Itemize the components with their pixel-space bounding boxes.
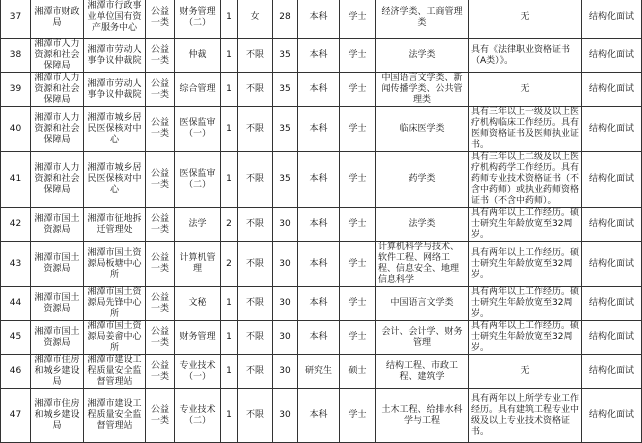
cell-org: 湘潭市城乡居民医保核对中心 [84, 152, 146, 208]
cell-unit: 湘潭市人力资源和社会保障局 [31, 152, 84, 208]
cell-age: 28 [273, 0, 298, 39]
cell-no: 43 [1, 242, 31, 287]
cell-gender: 不限 [238, 355, 273, 389]
cell-nature: 公益一类 [146, 152, 175, 208]
cell-count: 1 [221, 321, 238, 355]
cell-other: 具有两年以上工作经历。硕士研究生年龄放宽至32周岁。 [469, 208, 582, 242]
cell-nature: 公益一类 [146, 107, 175, 152]
cell-count: 1 [221, 355, 238, 389]
cell-count: 1 [221, 389, 238, 443]
table-body [1, 0, 642, 443]
cell-no: 46 [1, 355, 31, 389]
cell-major: 结构工程、市政工程、建筑学 [376, 355, 469, 389]
cell-edu: 本科 [298, 242, 340, 287]
cell-org: 湘潭市城乡居民医保核对中心 [84, 107, 146, 152]
cell-count: 1 [221, 287, 238, 321]
cell-count: 2 [221, 242, 238, 287]
cell-gender: 不限 [238, 287, 273, 321]
cell-count: 1 [221, 73, 238, 107]
cell-org: 湘潭市征地拆迁管理处 [84, 208, 146, 242]
cell-no: 41 [1, 152, 31, 208]
cell-degree: 学士 [340, 389, 376, 443]
cell-org: 湘潭市劳动人事争议仲裁院 [84, 39, 146, 73]
cell-no: 38 [1, 39, 31, 73]
cell-other: 具有两年以上所学专业工作经历。具有建筑工程专业中级及以上专业技术资格证书。 [469, 389, 582, 443]
cell-nature: 公益一类 [146, 389, 175, 443]
cell-unit: 湘潭市国土资源局 [31, 208, 84, 242]
table-row [1, 321, 642, 355]
cell-org: 湘潭市国土资源局姜畲中心所 [84, 321, 146, 355]
cell-other: 无 [469, 355, 582, 389]
cell-edu: 本科 [298, 389, 340, 443]
cell-no: 44 [1, 287, 31, 321]
cell-age: 35 [273, 152, 298, 208]
cell-post: 计算机管理 [175, 242, 221, 287]
cell-exam: 结构化面试 [582, 208, 642, 242]
cell-post: 文秘 [175, 287, 221, 321]
cell-degree: 学士 [340, 73, 376, 107]
cell-gender: 不限 [238, 73, 273, 107]
cell-unit: 湘潭市人力资源和社会保障局 [31, 39, 84, 73]
cell-nature: 公益一类 [146, 39, 175, 73]
cell-nature: 公益一类 [146, 242, 175, 287]
cell-post: 专业技术（二） [175, 389, 221, 443]
cell-nature: 公益一类 [146, 321, 175, 355]
cell-age: 30 [273, 321, 298, 355]
cell-degree: 硕士 [340, 355, 376, 389]
cell-exam: 结构化面试 [582, 107, 642, 152]
cell-org: 湘潭市国土资源局先锋中心所 [84, 287, 146, 321]
cell-age: 30 [273, 208, 298, 242]
table-row [1, 107, 642, 152]
cell-org: 湘潭市劳动人事争议仲裁院 [84, 73, 146, 107]
cell-exam: 结构化面试 [582, 355, 642, 389]
cell-gender: 不限 [238, 107, 273, 152]
cell-edu: 本科 [298, 39, 340, 73]
cell-nature: 公益一类 [146, 73, 175, 107]
cell-degree: 学士 [340, 107, 376, 152]
cell-post: 综合管理 [175, 73, 221, 107]
cell-gender: 不限 [238, 39, 273, 73]
cell-nature: 公益一类 [146, 287, 175, 321]
table-row [1, 389, 642, 443]
cell-major: 会计、会计学、财务管理 [376, 321, 469, 355]
cell-org: 湘潭市建设工程质量安全监督管理站 [84, 389, 146, 443]
cell-edu: 本科 [298, 0, 340, 39]
table-row [1, 355, 642, 389]
cell-no: 37 [1, 0, 31, 39]
cell-unit: 湘潭市人力资源和社会保障局 [31, 107, 84, 152]
cell-other: 具有两年以上工作经历。硕士研究生年龄放宽至32周岁。 [469, 287, 582, 321]
cell-unit: 湘潭市国土资源局 [31, 287, 84, 321]
cell-edu: 本科 [298, 73, 340, 107]
cell-nature: 公益一类 [146, 355, 175, 389]
cell-post: 医保监审（一） [175, 107, 221, 152]
cell-gender: 不限 [238, 389, 273, 443]
cell-unit: 湘潭市国土资源局 [31, 242, 84, 287]
cell-unit: 湘潭市国土资源局 [31, 321, 84, 355]
cell-age: 35 [273, 39, 298, 73]
cell-org: 湘潭市国土资源局板塘中心所 [84, 242, 146, 287]
cell-degree: 学士 [340, 208, 376, 242]
cell-edu: 本科 [298, 107, 340, 152]
cell-unit: 湘潭市住房和城乡建设局 [31, 355, 84, 389]
cell-unit: 湘潭市住房和城乡建设局 [31, 389, 84, 443]
cell-major: 中国语言文学类 [376, 287, 469, 321]
cell-age: 30 [273, 242, 298, 287]
table-row [1, 0, 642, 39]
cell-major: 中国语言文学类、新闻传播学类、公共管理类 [376, 73, 469, 107]
cell-degree: 学士 [340, 321, 376, 355]
cell-edu: 本科 [298, 208, 340, 242]
cell-edu: 本科 [298, 152, 340, 208]
cell-count: 1 [221, 152, 238, 208]
cell-exam: 结构化面试 [582, 39, 642, 73]
cell-major: 法学类 [376, 39, 469, 73]
cell-no: 47 [1, 389, 31, 443]
cell-degree: 学士 [340, 287, 376, 321]
cell-post: 财务管理（二） [175, 0, 221, 39]
cell-count: 2 [221, 208, 238, 242]
cell-gender: 不限 [238, 242, 273, 287]
cell-no: 39 [1, 73, 31, 107]
cell-exam: 结构化面试 [582, 389, 642, 443]
cell-count: 1 [221, 0, 238, 39]
cell-count: 1 [221, 39, 238, 73]
cell-exam: 结构化面试 [582, 242, 642, 287]
cell-age: 30 [273, 287, 298, 321]
cell-exam: 结构化面试 [582, 287, 642, 321]
cell-age: 35 [273, 107, 298, 152]
cell-unit: 湘潭市人力资源和社会保障局 [31, 73, 84, 107]
cell-exam: 结构化面试 [582, 321, 642, 355]
cell-exam: 结构化面试 [582, 0, 642, 39]
cell-org: 湘潭市建设工程质量安全监督管理站 [84, 355, 146, 389]
cell-major: 法学类 [376, 208, 469, 242]
cell-other: 具有《法律职业资格证书（A类）》。 [469, 39, 582, 73]
cell-post: 专业技术（一） [175, 355, 221, 389]
cell-count: 1 [221, 107, 238, 152]
cell-major: 药学类 [376, 152, 469, 208]
cell-nature: 公益一类 [146, 0, 175, 39]
cell-age: 30 [273, 355, 298, 389]
table-row [1, 39, 642, 73]
cell-post: 医保监审（二） [175, 152, 221, 208]
table-row [1, 242, 642, 287]
cell-gender: 不限 [238, 321, 273, 355]
cell-unit: 湘潭市财政局 [31, 0, 84, 39]
cell-post: 法学 [175, 208, 221, 242]
cell-no: 42 [1, 208, 31, 242]
cell-major: 临床医学类 [376, 107, 469, 152]
cell-gender: 女 [238, 0, 273, 39]
cell-post: 财务管理 [175, 321, 221, 355]
cell-major: 经济学类、工商管理类 [376, 0, 469, 39]
cell-degree: 学士 [340, 39, 376, 73]
cell-major: 土木工程、给排水科学与工程 [376, 389, 469, 443]
cell-edu: 研究生 [298, 355, 340, 389]
cell-edu: 本科 [298, 287, 340, 321]
cell-other: 具有两年以上工作经历。硕士研究生年龄放宽至32周岁。 [469, 242, 582, 287]
cell-edu: 本科 [298, 321, 340, 355]
cell-post: 仲裁 [175, 39, 221, 73]
cell-age: 35 [273, 73, 298, 107]
cell-degree: 学士 [340, 242, 376, 287]
table-row [1, 152, 642, 208]
cell-other: 具有三年以上一级及以上医疗机构临床工作经历。具有医师资格证书及医师执业证书。 [469, 107, 582, 152]
table-row [1, 73, 642, 107]
cell-exam: 结构化面试 [582, 73, 642, 107]
cell-no: 40 [1, 107, 31, 152]
cell-age: 30 [273, 389, 298, 443]
cell-degree: 学士 [340, 0, 376, 39]
cell-other: 具有两年以上工作经历。硕士研究生年龄放宽至32周岁。 [469, 321, 582, 355]
cell-major: 计算机科学与技术、软件工程、网络工程、信息安全、地理信息科学 [376, 242, 469, 287]
table-row [1, 208, 642, 242]
cell-other: 无 [469, 0, 582, 39]
cell-other: 具有三年以上二级及以上医疗机构药学工作经历。具有药师专业技术资格证书（不含中药师）或执业药师资格证书（不含中药师）。 [469, 152, 582, 208]
cell-no: 45 [1, 321, 31, 355]
table-row [1, 287, 642, 321]
cell-gender: 不限 [238, 152, 273, 208]
cell-other: 无 [469, 73, 582, 107]
cell-nature: 公益一类 [146, 208, 175, 242]
cell-org: 湘潭市行政事业单位国有资产服务中心 [84, 0, 146, 39]
cell-degree: 学士 [340, 152, 376, 208]
cell-gender: 不限 [238, 208, 273, 242]
cell-exam: 结构化面试 [582, 152, 642, 208]
